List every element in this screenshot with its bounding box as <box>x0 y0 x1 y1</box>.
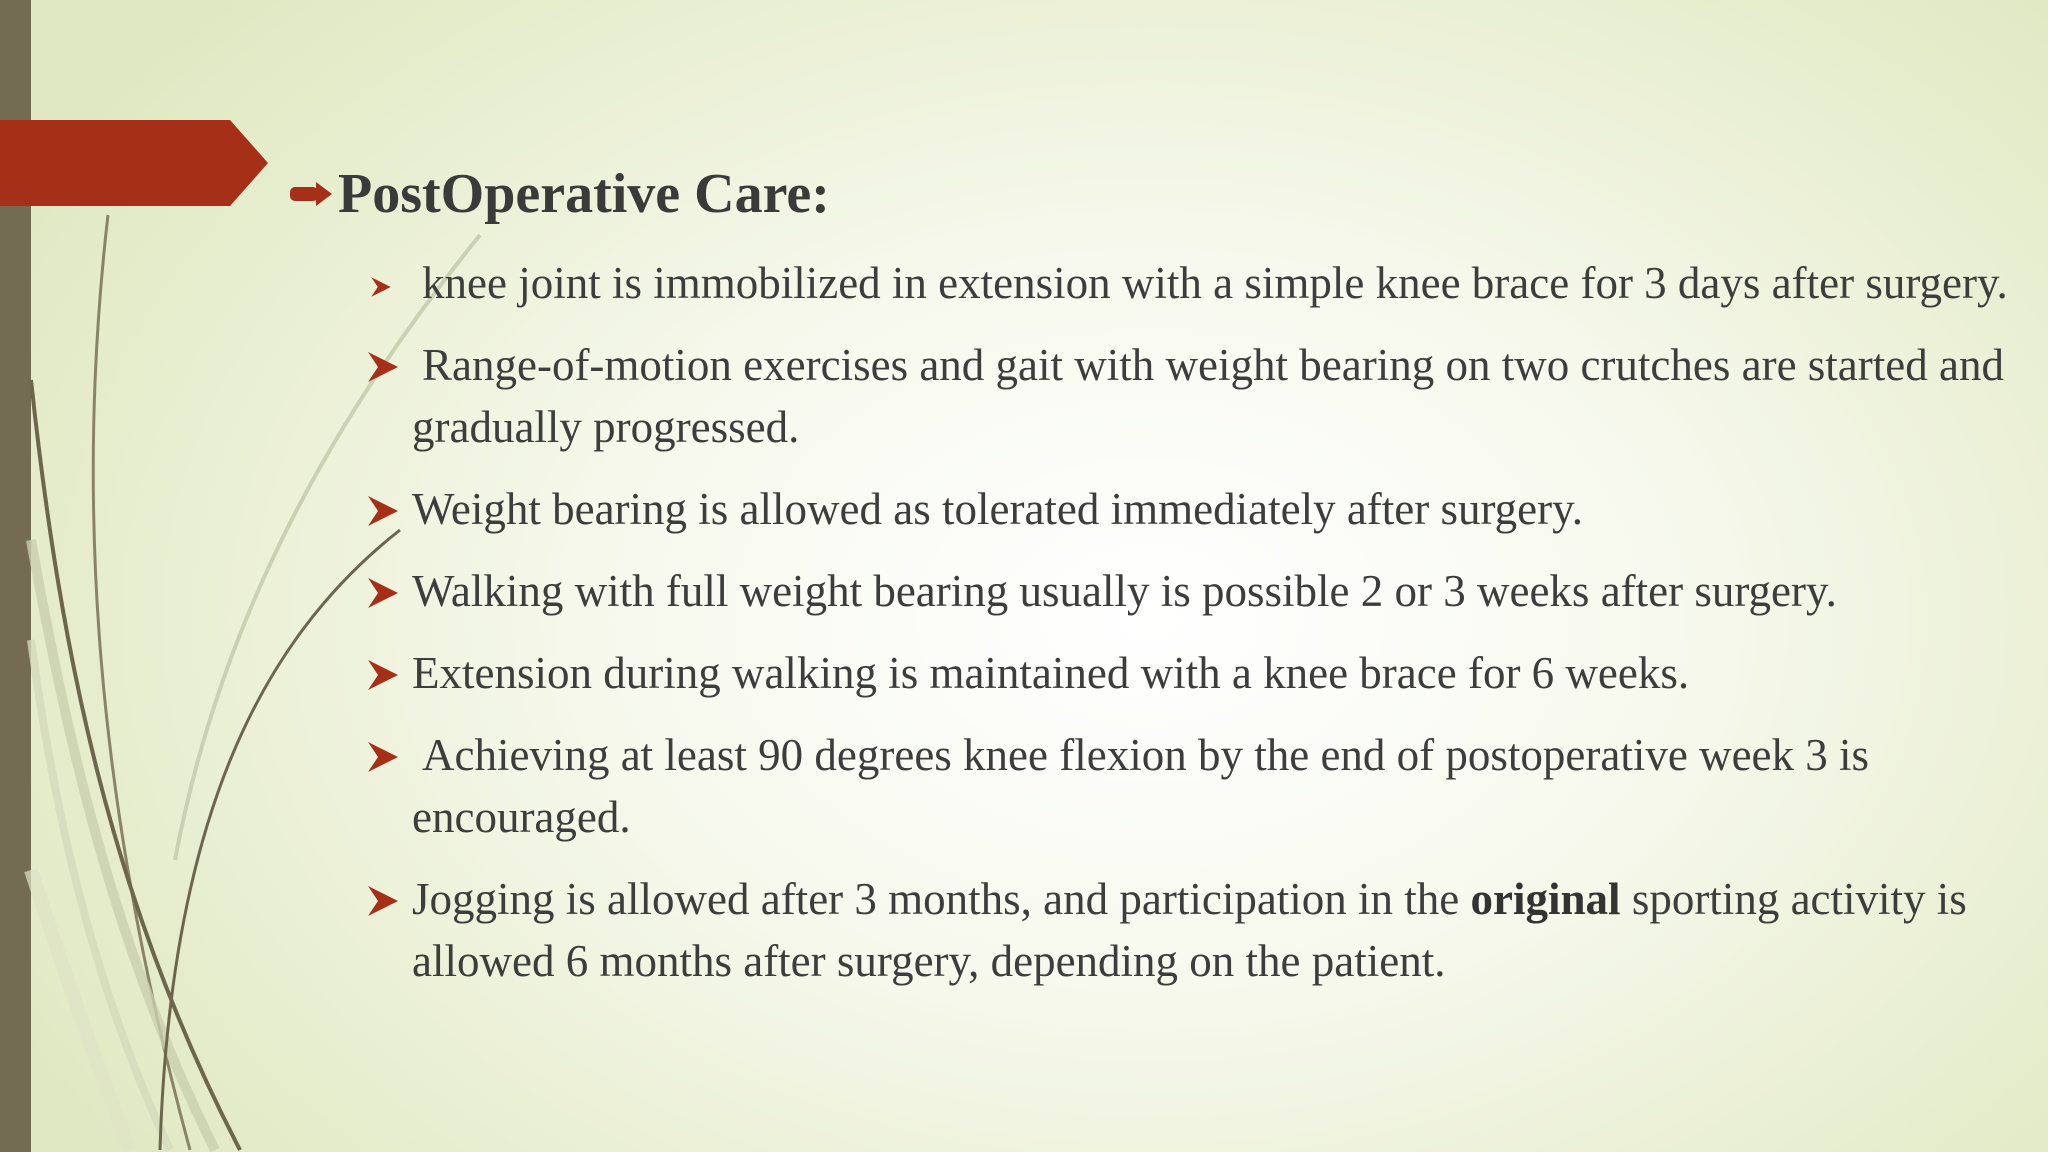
arrow-right-icon <box>290 182 332 206</box>
bullet-text-after: sporting activity is allowed 6 months after surgery, depending on the patient. <box>412 874 1967 986</box>
arrowhead-bullet-icon <box>366 884 400 918</box>
bullet-text-bold: original <box>1470 874 1621 924</box>
bullet-text: Walking with full weight bearing usually is possible 2 or 3 weeks after surgery. <box>412 566 1837 616</box>
bullet-text <box>412 874 1967 986</box>
slide-content <box>290 160 2030 228</box>
list-item <box>366 724 2028 848</box>
bullet-text: knee joint is immobilized in extension with a simple knee brace for 3 days after surgery. <box>422 258 2008 308</box>
arrowhead-bullet-icon <box>366 658 400 692</box>
arrowhead-bullet-icon <box>366 350 400 384</box>
list-item <box>366 560 2028 622</box>
bullet-list <box>366 252 2028 1012</box>
list-item <box>366 478 2028 540</box>
slide-heading: PostOperative Care: <box>338 163 830 225</box>
list-item <box>366 252 2028 314</box>
arrowhead-bullet-icon <box>370 276 392 298</box>
bullet-text: Range-of-motion exercises and gait with weight bearing on two crutches are started and gradually progressed. <box>412 340 2004 452</box>
list-item <box>366 642 2028 704</box>
arrowhead-bullet-icon <box>366 740 400 774</box>
bullet-text-before: Jogging is allowed after 3 months, and participation in the <box>412 874 1460 924</box>
bullet-text: Extension during walking is maintained with a knee brace for 6 weeks. <box>412 648 1690 698</box>
bullet-text: Weight bearing is allowed as tolerated immediately after surgery. <box>412 484 1583 534</box>
bullet-text: Achieving at least 90 degrees knee flexion by the end of postoperative week 3 is encouraged. <box>412 730 1870 842</box>
list-item <box>366 334 2028 458</box>
heading-row <box>290 160 2030 228</box>
list-item <box>366 868 2028 992</box>
arrowhead-bullet-icon <box>366 576 400 610</box>
title-accent-tab <box>0 120 268 206</box>
arrowhead-bullet-icon <box>366 494 400 528</box>
